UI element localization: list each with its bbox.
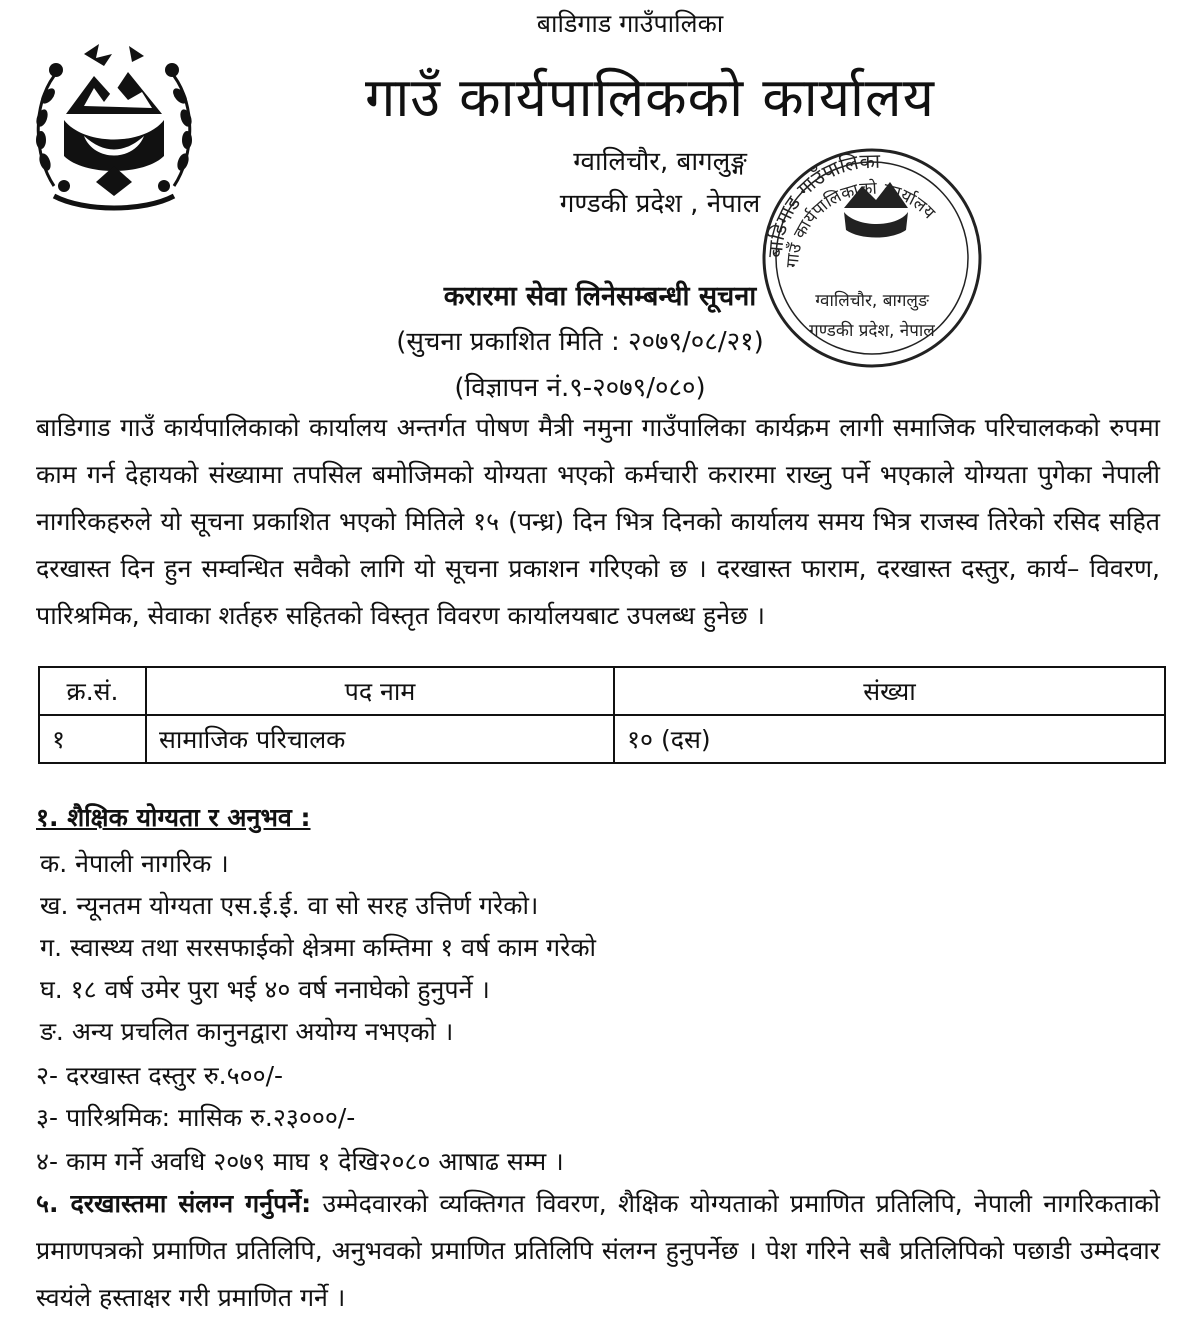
table-cell-count: १० (दस) xyxy=(614,715,1165,763)
seal-text-1: बाडिगाड गाउँपालिका xyxy=(762,148,881,259)
attachments-text: उम्मेदवारको व्यक्तिगत विवरण, शैक्षिक योग्यताको प्रमाणित प्रतिलिपि, नेपाली नागरिकताको प्रमाणपत्रको प्रमाणित प्रतिलिपि, अनुभवको प्रमाणित प्रतिलिपि संलग्न हुनुपर्नेछ । पेश गरिने सबै प्रतिलिपिको पछाडी उम्मेदवार स्वयंले हस्ताक्षर गरी प्रमाणित गर्ने । xyxy=(36,1189,1160,1312)
attachments-paragraph xyxy=(36,1180,1160,1321)
address-line-1: ग्वालिचौर, बागलुङ्ग xyxy=(573,147,747,177)
work-duration: ४- काम गर्ने अवधि २०७९ माघ १ देखि२०८० आषाढ सम्म । xyxy=(36,1147,564,1176)
table-header-serial: क्र.सं. xyxy=(39,667,146,715)
posts-table xyxy=(38,666,1166,764)
address-line-2: गण्डकी प्रदेश , नेपाल xyxy=(559,189,761,219)
table-cell-post: सामाजिक परिचालक xyxy=(146,715,614,763)
qualification-item: ङ. अन्य प्रचलित कानुनद्वारा अयोग्य नभएको । xyxy=(40,1017,454,1046)
seal-text-3: ग्वालिचौर, बागलुङ xyxy=(815,291,929,311)
notice-body-paragraph: बाडिगाड गाउँ कार्यपालिकाको कार्यालय अन्तर्गत पोषण मैत्री नमुना गाउँपालिका कार्यक्रम लागी समाजिक परिचालकको रुपमा काम गर्न देहायको संख्यामा तपसिल बमोजिमको योग्यता भएको कर्मचारी करारमा राख्नु पर्ने भएकाले योग्यता पुगेका नेपाली नागरिकहरुले यो सूचना प्रकाशित भएको मितिले १५ (पन्ध्र) दिन भित्र दिनको कार्यालय समय भित्र राजस्व तिरेको रसिद सहित दरखास्त दिन हुन सम्वन्धित सवैको लागि यो सूचना प्रकाशन गरिएको छ । दरखास्त फाराम, दरखास्त दस्तुर, कार्य– विवरण, पारिश्रमिक, सेवाका शर्तहरु सहितको विस्तृत विवरण कार्यालयबाट उपलब्ध हुनेछ । xyxy=(36,413,1160,630)
table-header-post: पद नाम xyxy=(146,667,614,715)
notice-title: करारमा सेवा लिनेसम्बन्धी सूचना xyxy=(443,281,757,312)
qualifications-heading: १. शैक्षिक योग्यता र अनुभव : xyxy=(36,803,311,832)
application-fee: २- दरखास्त दस्तुर रु.५००/- xyxy=(36,1061,284,1090)
qualification-item: ग. स्वास्थ्य तथा सरसफाईको क्षेत्रमा कम्तिमा १ वर्ष काम गरेको xyxy=(40,933,597,962)
monthly-salary: ३- पारिश्रमिक: मासिक रु.२३०००/- xyxy=(36,1103,356,1132)
table-row xyxy=(39,715,1165,763)
seal-text-2: गाउँ कार्यपालिकाको कार्यालय xyxy=(782,178,939,269)
seal-text-4: गण्डकी प्रदेश, नेपाल xyxy=(809,321,935,341)
table-header-count: संख्या xyxy=(614,667,1165,715)
office-name: गाउँ कार्यपालिकको कार्यालय xyxy=(365,66,935,129)
qualification-item: क. नेपाली नागरिक । xyxy=(40,849,229,878)
table-header-row xyxy=(39,667,1165,715)
table-cell-serial: १ xyxy=(39,715,146,763)
qualification-item: घ. १८ वर्ष उमेर पुरा भई ४० वर्ष ननाघेको हुनुपर्ने । xyxy=(40,975,490,1004)
qualification-item: ख. न्यूनतम योग्यता एस.ई.ई. वा सो सरह उत्तिर्ण गरेको। xyxy=(40,891,539,920)
attachments-label: ५. दरखास्तमा संलग्न गर्नुपर्ने: xyxy=(36,1189,312,1218)
advertisement-number: (विज्ञापन नं.९-२०७९/०८०) xyxy=(454,373,706,403)
municipality-name: बाडिगाड गाउँपालिका xyxy=(536,9,724,38)
published-date: (सुचना प्रकाशित मिति : २०७९/०८/२१) xyxy=(396,327,764,357)
